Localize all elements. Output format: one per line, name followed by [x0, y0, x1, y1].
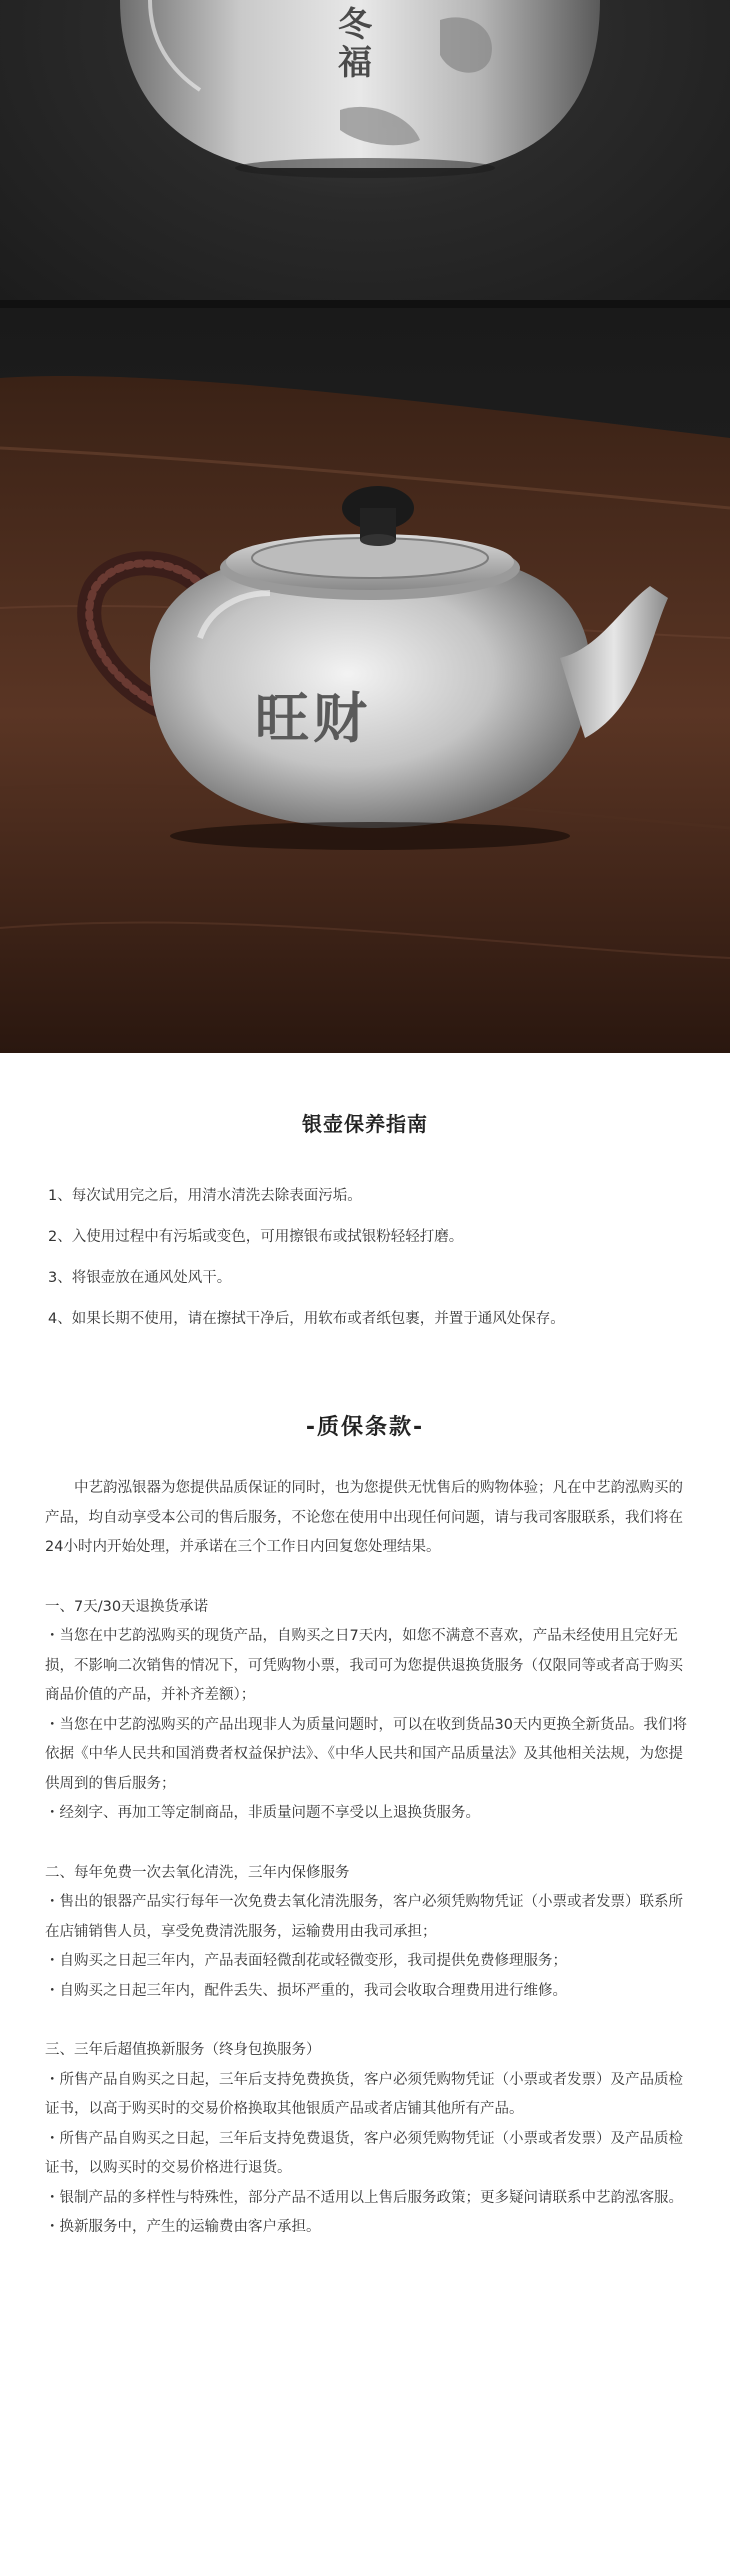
warranty-line: ・当您在中艺韵泓购买的现货产品，自购买之日7天内，如您不满意不喜欢，产品未经使用且完好无损，不影响二次销售的情况下，可凭购物小票，我司可为您提供退换货服务（仅限同等或者高于购买商品价值的产品，并补齐差额）；: [45, 1628, 683, 1703]
engraving-text-top: 冬福: [338, 5, 372, 83]
warranty-body: [45, 1474, 690, 2243]
care-guide-title: 银壶保养指南: [302, 1112, 428, 1136]
product-photo-top: [0, 0, 730, 300]
engraving-text-main: 旺财: [255, 686, 371, 750]
warranty-line: ・所售产品自购买之日起，三年后支持免费退货，客户必须凭购物凭证（小票或者发票）及产品质检证书，以购买时的交易价格进行退货。: [45, 2130, 683, 2176]
warranty-line: ・当您在中艺韵泓购买的产品出现非人为质量问题时，可以在收到货品30天内更换全新货品。我们将依据《中华人民共和国消费者权益保护法》、《中华人民共和国产品质量法》及其他相关法规，为您提供周到的售后服务；: [45, 1716, 687, 1792]
photo-divider: [0, 300, 730, 308]
product-photo-main: [0, 308, 730, 1053]
care-guide-item: 3、将银壶放在通风处风干。: [48, 1270, 232, 1286]
warranty-line: ・所售产品自购买之日起，三年后支持免费换货，客户必须凭购物凭证（小票或者发票）及产品质检证书，以高于购买时的交易价格换取其他银质产品或者店铺其他所有产品。: [45, 2071, 683, 2117]
teapot-illustration: [0, 308, 730, 1053]
warranty-section-heading: 一、7天/30天退换货承诺: [45, 1598, 209, 1615]
warranty-line: ・经刻字、再加工等定制商品，非质量问题不享受以上退换货服务。: [45, 1805, 480, 1821]
care-guide-item: 4、如果长期不使用，请在擦拭干净后，用软布或者纸包裹，并置于通风处保存。: [48, 1311, 565, 1327]
warranty-line: ・自购买之日起三年内，配件丢失、损坏严重的，我司会收取合理费用进行维修。: [45, 1982, 567, 1999]
warranty-title: -质保条款-: [305, 1415, 425, 1440]
warranty-line: ・换新服务中，产生的运输费由客户承担。: [45, 2219, 321, 2235]
warranty-intro: 中艺韵泓银器为您提供品质保证的同时，也为您提供无忧售后的购物体验；凡在中艺韵泓购买的产品，均自动享受本公司的售后服务，不论您在使用中出现任何问题，请与我司客服联系，我们将在24小时内开始处理，并承诺在三个工作日内回复您处理结果。: [45, 1480, 683, 1555]
warranty-line: ・银制产品的多样性与特殊性，部分产品不适用以上售后服务政策；更多疑问请联系中艺韵泓客服。: [45, 2189, 683, 2206]
warranty-line: ・售出的银器产品实行每年一次免费去氧化清洗服务，客户必须凭购物凭证（小票或者发票）联系所在店铺销售人员，享受免费清洗服务，运输费用由我司承担；: [45, 1894, 683, 1940]
care-guide-list: [48, 1176, 688, 1340]
warranty-section-heading: 二、每年免费一次去氧化清洗，三年内保修服务: [45, 1864, 350, 1881]
warranty-section-heading: 三、三年后超值换新服务（终身包换服务）: [45, 2042, 321, 2058]
warranty-line: ・自购买之日起三年内，产品表面轻微刮花或轻微变形，我司提供免费修理服务；: [45, 1953, 567, 1969]
care-guide-item: 2、入使用过程中有污垢或变色，可用擦银布或拭银粉轻轻打磨。: [48, 1229, 464, 1245]
care-guide-item: 1、每次试用完之后，用清水清洗去除表面污垢。: [48, 1188, 362, 1204]
